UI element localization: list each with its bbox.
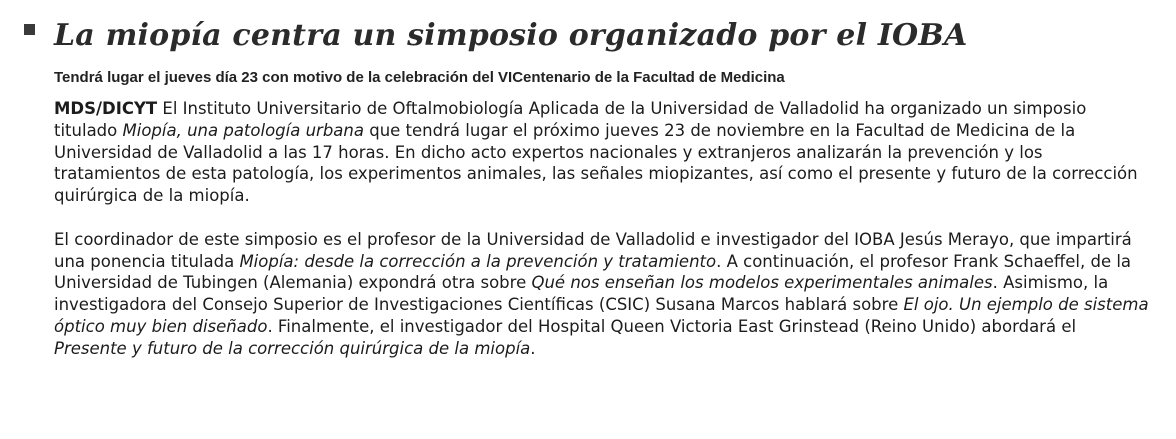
paragraph-2-text-1: El coordinador de este simposio es el profesor de la Universidad de Valladolid e investigador del IOBA Jesús Merayo, que impartirá una ponencia titulada [54,229,1132,271]
paragraph-2-text-5: . [530,338,536,358]
paragraph-2-text-3: . Asimismo, la investigadora del Consejo Superior de Investigaciones Científicas (CSIC) Susana Marcos hablará sobre [54,273,1109,315]
article-headline: La miopía centra un simposio organizado por el IOBA [54,18,968,53]
paragraph-1-text-1: El Instituto Universitario de Oftalmobiología Aplicada de la Universidad de Valladolid ha organizado un simposio titulado [54,99,1087,140]
dateline: MDS/DICYT [54,99,158,118]
talk-title-merayo: Miopía: desde la corrección a la prevención y tratamiento [239,251,717,271]
paragraph-2-text-2: . A continuación, el profesor Frank Schaeffel, de la Universidad de Tubingen (Alemania) expondrá otra sobre [54,251,1132,293]
paragraph-2-text-4: . Finalmente, el investigador del Hospital Queen Victoria East Grinstead (Reino Unido) abordará el [267,316,1077,336]
article-body [54,98,1154,360]
headline-row [24,14,1154,62]
news-article [24,14,1154,360]
square-bullet-icon [24,24,35,35]
symposium-title: Miopía, una patología urbana [122,120,364,140]
talk-title-schaeffel: Qué nos enseñan los modelos experimentales animales [531,273,993,293]
article-subheadline: Tendrá lugar el jueves día 23 con motivo de la celebración del VICentenario de la Facultad de Medicina [54,69,785,86]
paragraph-1-text-2: que tendrá lugar el próximo jueves 23 de noviembre en la Facultad de Medicina de la Universidad de Valladolid a las 17 horas. En dicho acto expertos nacionales y extranjeros analizarán la prevención y los tratamientos de esta patología, los experimentos animales, las señales miopizantes, así como el presente y futuro de la corrección quirúrgica de la miopía. [54,120,1138,206]
talk-title-marcos: El ojo. Un ejemplo de sistema óptico muy bien diseñado [54,295,1149,336]
paragraph-1 [54,98,1154,207]
paragraph-2 [54,229,1154,360]
talk-title-final: Presente y futuro de la corrección quirúrgica de la miopía [54,338,531,358]
